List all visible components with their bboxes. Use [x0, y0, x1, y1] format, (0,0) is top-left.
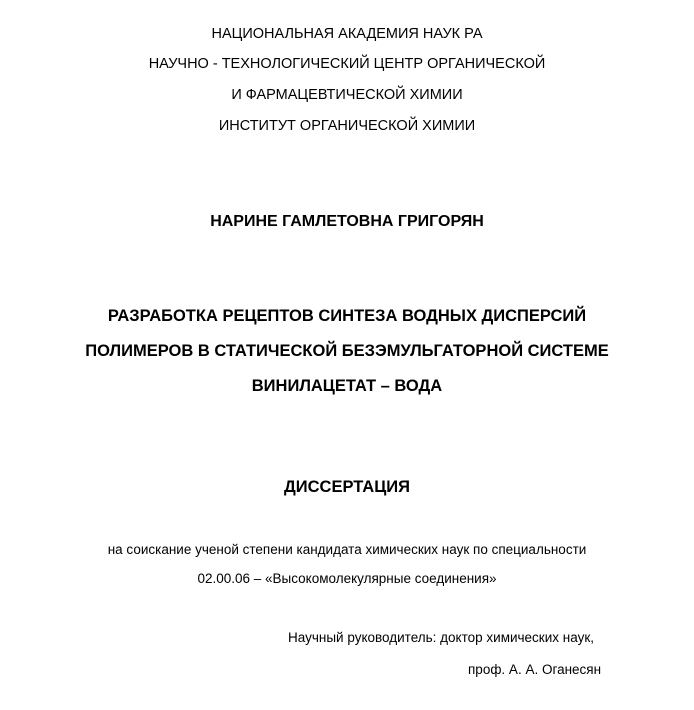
institution-line-1: НАЦИОНАЛЬНАЯ АКАДЕМИЯ НАУК РА: [211, 26, 483, 42]
institution-line-3: И ФАРМАЦЕВТИЧЕСКОЙ ХИМИИ: [231, 87, 463, 103]
advisor-line-1: Научный руководитель: доктор химических наук,: [288, 630, 594, 645]
advisor-line-2: проф. А. А. Оганесян: [468, 662, 602, 677]
degree-line-1: на соискание ученой степени кандидата химических наук по специальности: [107, 542, 587, 557]
author-name: НАРИНЕ ГАМЛЕТОВНА ГРИГОРЯН: [210, 213, 484, 230]
degree-line-2: 02.00.06 – «Высокомолекулярные соединения»: [197, 571, 497, 586]
institution-line-4: ИНСТИТУТ ОРГАНИЧЕСКОЙ ХИМИИ: [218, 118, 476, 134]
document-type: ДИССЕРТАЦИЯ: [284, 478, 410, 496]
title-line-1: РАЗРАБОТКА РЕЦЕПТОВ СИНТЕЗА ВОДНЫХ ДИСПЕРСИЙ: [107, 307, 587, 325]
title-line-2: ПОЛИМЕРОВ В СТАТИЧЕСКОЙ БЕЗЭМУЛЬГАТОРНОЙ СИСТЕМЕ: [85, 342, 609, 360]
title-line-3: ВИНИЛАЦЕТАТ – ВОДА: [251, 377, 443, 395]
institution-line-2: НАУЧНО - ТЕХНОЛОГИЧЕСКИЙ ЦЕНТР ОРГАНИЧЕСКОЙ: [148, 56, 546, 72]
